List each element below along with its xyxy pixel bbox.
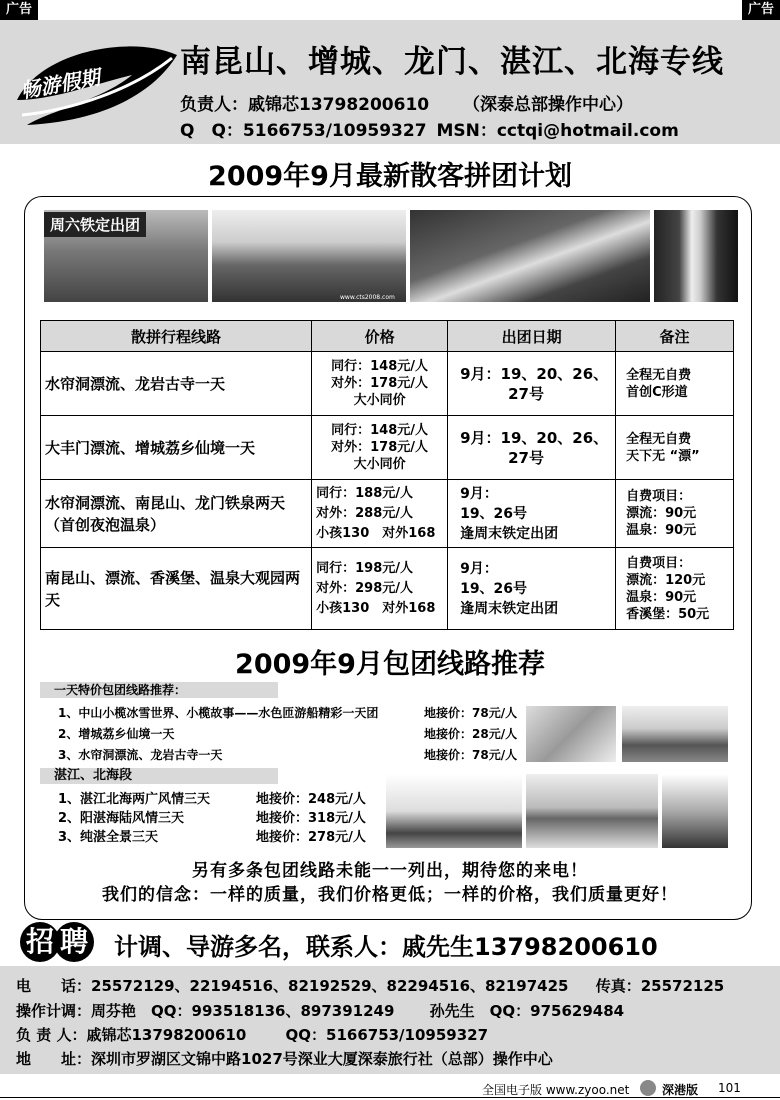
contact-manager xyxy=(180,90,633,115)
price-cell xyxy=(312,416,448,480)
oneday-item-2: 2、增城荔乡仙境一天 xyxy=(58,727,175,741)
photo-mountains xyxy=(212,210,406,302)
oneday-price-2: 地接价：28元/人 xyxy=(424,727,518,741)
qq-value: 5166753/10959327 xyxy=(242,121,427,141)
price-line: 小孩130 对外168 xyxy=(316,525,436,541)
date-cell xyxy=(448,416,616,480)
slogan-belief: 我们的信念：一样的质量，我们价格更低；一样的价格，我们质量更好！ xyxy=(102,885,678,905)
zhanjiang-item-2: 2、阳湛海陆风情三天 xyxy=(58,811,185,826)
date-line: 9月： xyxy=(460,560,498,577)
manager-value: 戚锦芯13798200610 xyxy=(86,1026,247,1044)
recruit-badge-char: 聘 xyxy=(54,922,94,962)
slogan-more-routes: 另有多条包团线路未能一一列出，期待您的来电！ xyxy=(192,861,588,881)
date-line: 27号 xyxy=(508,448,544,467)
phone-label: 电 话： xyxy=(16,977,92,995)
photo-palm-beach xyxy=(386,774,522,848)
table-row xyxy=(41,480,734,548)
date-cell xyxy=(448,480,616,548)
route-cell: 大丰门漂流、增城荔乡仙境一天 xyxy=(41,416,312,480)
price-line: 对外：288元/人 xyxy=(316,505,413,521)
ad-label-left: 广告 xyxy=(0,0,38,20)
msn-value: cctqi@hotmail.com xyxy=(496,121,679,141)
address-value: 深圳市罗湖区文锦中路1027号深业大厦深泰旅行社（总部）操作中心 xyxy=(91,1050,553,1068)
price-line: 同行：148元/人 xyxy=(331,359,429,374)
bottom-rule xyxy=(0,1097,780,1098)
page-number: 101 xyxy=(718,1081,741,1095)
price-line: 小孩130 对外168 xyxy=(316,600,436,616)
zhanjiang-price-2: 地接价：318元/人 xyxy=(256,811,366,826)
brand-logo-text: 畅游假期 xyxy=(18,65,102,103)
date-line: 9月：19、20、26、 xyxy=(460,364,609,383)
note-line: 香溪堡：50元 xyxy=(626,606,710,622)
zhanjiang-item-3: 3、纯湛全景三天 xyxy=(58,830,159,845)
col-header-price: 价格 xyxy=(312,321,448,352)
note-line: 漂流：120元 xyxy=(626,572,706,588)
route-cell: 水帘洞漂流、龙岩古寺一天 xyxy=(41,352,312,416)
ad-label-right: 广告 xyxy=(742,0,780,20)
msn-label: MSN： xyxy=(436,121,497,141)
price-line: 对外：178元/人 xyxy=(331,376,429,391)
address-label: 地 址： xyxy=(16,1050,92,1068)
date-line: 逢周末铁定出团 xyxy=(460,525,559,542)
note-line: 天下无 “漂” xyxy=(626,448,700,464)
note-line: 首创C形道 xyxy=(626,384,688,400)
ops2-value: 孙先生 QQ：975629484 xyxy=(429,1002,625,1020)
photo-ice-world xyxy=(526,706,616,762)
col-header-note: 备注 xyxy=(616,321,734,352)
price-line: 对外：178元/人 xyxy=(331,440,429,455)
manager-qq: QQ：5166753/10959327 xyxy=(285,1026,489,1044)
edition-logo-icon xyxy=(640,1080,656,1096)
note-line: 漂流：90元 xyxy=(626,506,697,521)
price-line: 对外：298元/人 xyxy=(316,580,413,596)
note-cell xyxy=(616,352,734,416)
date-line: 9月： xyxy=(460,485,498,502)
oneday-item-1: 1、中山小榄冰雪世界、小榄故事——水色匝游船精彩一天团 xyxy=(58,706,379,720)
note-line: 温泉：90元 xyxy=(626,589,697,605)
footer-phone xyxy=(16,975,724,996)
date-line: 27号 xyxy=(508,384,544,403)
table-row xyxy=(41,548,734,630)
note-line: 自费项目： xyxy=(626,489,692,504)
price-line: 同行：198元/人 xyxy=(316,560,413,576)
date-line: 9月：19、20、26、 xyxy=(460,428,609,447)
schedule-table xyxy=(40,320,734,630)
price-cell xyxy=(312,548,448,630)
oneday-band: 一天特价包团线路推荐： xyxy=(40,682,278,698)
route-cell: 水帘洞漂流、南昆山、龙门铁泉两天（首创夜泡温泉） xyxy=(41,480,312,548)
zhanjiang-item-1: 1、湛江北海两广风情三天 xyxy=(58,792,211,807)
contact-note: （深泰总部操作中心） xyxy=(463,95,634,115)
contact-qq xyxy=(180,116,679,141)
ops-label: 操作计调： xyxy=(16,1002,92,1020)
fax-label: 传真： xyxy=(595,977,641,995)
recruit-badge xyxy=(20,922,88,962)
col-header-route: 散拼行程线路 xyxy=(41,321,312,352)
edition-section: 深港版 xyxy=(662,1083,699,1097)
photo-pavilion xyxy=(662,774,728,848)
date-cell xyxy=(448,352,616,416)
note-line: 自费项目： xyxy=(626,555,692,571)
note-line: 全程无自费 xyxy=(626,431,692,447)
date-line: 19、26号 xyxy=(460,580,528,597)
photo-boat xyxy=(622,706,728,762)
note-cell xyxy=(616,480,734,548)
edition-text: 全国电子版 www.zyoo.net xyxy=(482,1083,630,1097)
oneday-price-1: 地接价：78元/人 xyxy=(424,706,518,720)
qq-label: Q Q： xyxy=(180,121,243,141)
photo-stream xyxy=(410,210,650,302)
date-cell xyxy=(448,548,616,630)
recruit-text: 计调、导游多名，联系人：戚先生13798200610 xyxy=(114,933,658,961)
price-line: 同行：188元/人 xyxy=(316,485,413,501)
table-row xyxy=(41,416,734,480)
footer-ops xyxy=(16,1000,624,1021)
contact-manager-label: 负责人： xyxy=(180,95,248,115)
col-header-date: 出团日期 xyxy=(448,321,616,352)
oneday-price-3: 地接价：78元/人 xyxy=(424,748,518,762)
contact-manager-value: 戚锦芯13798200610 xyxy=(248,95,430,115)
note-line: 全程无自费 xyxy=(626,367,692,383)
photo-label: 周六铁定出团 xyxy=(44,212,146,237)
note-cell xyxy=(616,548,734,630)
recruit-badge-char: 招 xyxy=(20,922,60,962)
footer-manager xyxy=(16,1024,488,1045)
date-line: 逢周末铁定出团 xyxy=(460,600,559,617)
photo-watermark: www.cts2008.com xyxy=(340,294,395,301)
footer-address xyxy=(16,1048,553,1069)
phone-value: 25572129、22194516、82192529、82294516、82197425 xyxy=(91,977,569,995)
section-title-scattered: 2009年9月最新散客拼团计划 xyxy=(208,161,572,192)
section-title-group: 2009年9月包团线路推荐 xyxy=(235,649,545,680)
oneday-item-3: 3、水帘洞漂流、龙岩古寺一天 xyxy=(58,748,223,762)
price-cell xyxy=(312,352,448,416)
price-line: 同行：148元/人 xyxy=(331,423,429,438)
price-cell xyxy=(312,480,448,548)
photo-coast xyxy=(526,774,658,848)
photo-waterfall xyxy=(654,210,738,302)
price-line: 大小同价 xyxy=(353,393,406,408)
page-title: 南昆山、增城、龙门、湛江、北海专线 xyxy=(180,44,724,80)
manager-label: 负 责 人： xyxy=(16,1026,87,1044)
table-row xyxy=(41,352,734,416)
fax-value: 25572125 xyxy=(640,977,725,995)
price-line: 大小同价 xyxy=(353,457,406,472)
note-line: 温泉：90元 xyxy=(626,523,697,538)
note-cell xyxy=(616,416,734,480)
route-cell: 南昆山、漂流、香溪堡、温泉大观园两天 xyxy=(41,548,312,630)
date-line: 19、26号 xyxy=(460,505,528,522)
zhanjiang-price-1: 地接价：248元/人 xyxy=(256,792,366,807)
zhanjiang-price-3: 地接价：278元/人 xyxy=(256,830,366,845)
zhanjiang-band: 湛江、北海段 xyxy=(40,768,278,784)
ops-value: 周芬艳 QQ：993518136、897391249 xyxy=(91,1002,395,1020)
